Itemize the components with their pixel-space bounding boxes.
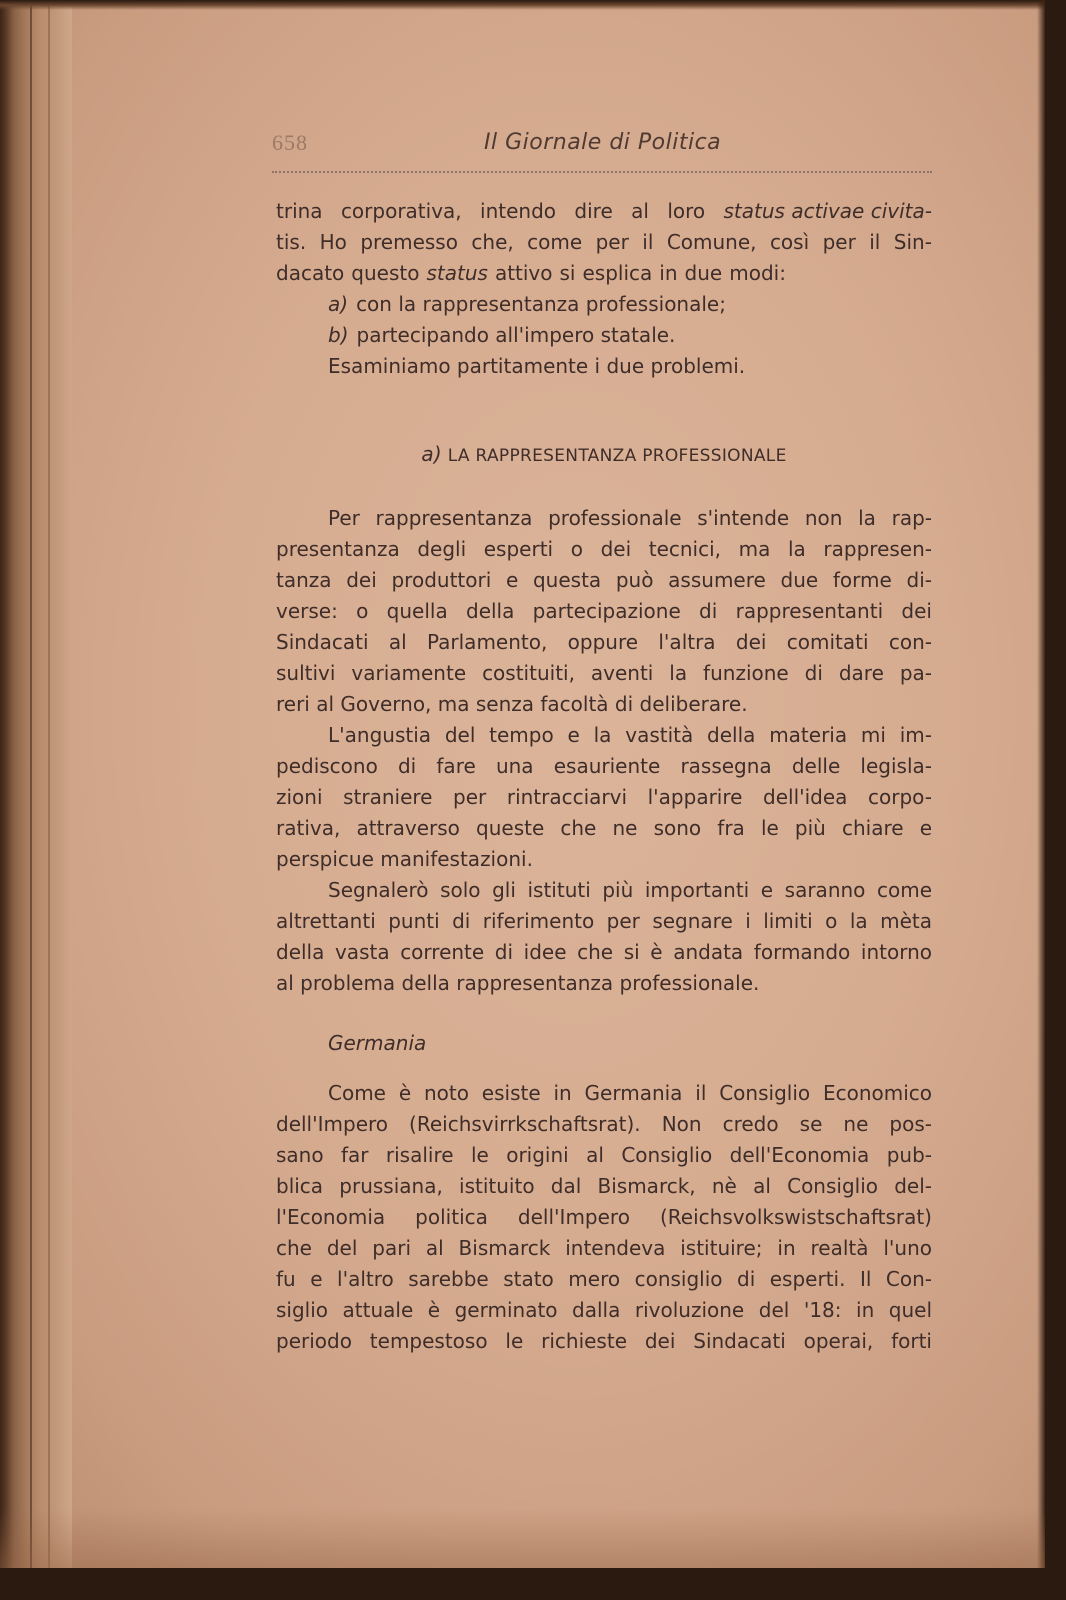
line-text: zioni straniere per rintracciarvi l'apparire dell'idea corpo- (276, 785, 932, 809)
line-text: l'Economia politica dell'Impero (Reichsvolkswistschaftsrat) (276, 1205, 932, 1229)
section-label: a) (421, 442, 443, 466)
text-line (276, 258, 932, 289)
text-line (276, 844, 932, 875)
section-body (276, 503, 932, 999)
word: così (769, 230, 810, 254)
text-line (276, 227, 932, 258)
list-item (276, 320, 932, 351)
line-text: sano far risalire le origini al Consiglio dell'Economia pub- (276, 1143, 932, 1167)
word: al (631, 199, 649, 223)
text-line (276, 1233, 932, 1264)
text-line (276, 1078, 932, 1109)
word: trina (276, 199, 323, 223)
word: dire (574, 199, 613, 223)
page-bottom-shade (0, 1508, 1045, 1568)
header-rule (272, 171, 932, 173)
list-text: partecipando all'impero statale. (356, 323, 676, 347)
line-text: perspicue manifestazioni. (276, 847, 533, 871)
text-line (276, 937, 932, 968)
section-title: LA RAPPRESENTANZA PROFESSIONALE (447, 446, 787, 466)
word: il (642, 230, 654, 254)
line-text: blica prussiana, istituito dal Bismarck, nè al Consiglio del- (276, 1174, 932, 1198)
text-line (276, 1264, 932, 1295)
page-number: 658 (272, 130, 308, 155)
line-text: tanza dei produttori e questa può assumere due forme di- (276, 568, 932, 592)
text-line (276, 906, 932, 937)
text-line (276, 720, 932, 751)
word: modi: (729, 261, 786, 285)
word: status activae civita- (723, 199, 932, 223)
line-text: Segnalerò solo gli istituti più importanti e saranno come (328, 878, 932, 902)
word: questo (351, 261, 420, 285)
text-line (276, 503, 932, 534)
word: in (659, 261, 678, 285)
line-text: Esaminiamo partitamente i due problemi. (328, 354, 746, 378)
line-text: siglio attuale è germinato dalla rivoluzione del '18: in quel (276, 1298, 932, 1322)
text-line (276, 565, 932, 596)
word: Sin- (893, 230, 932, 254)
running-title: Il Giornale di Politica (484, 130, 722, 155)
word: dacato (276, 261, 345, 285)
text-line (276, 751, 932, 782)
line-text: Come è noto esiste in Germania il Consiglio Economico (328, 1081, 932, 1105)
text-line (276, 782, 932, 813)
word: corporativa, (340, 199, 462, 223)
word: status (426, 261, 488, 285)
word: Ho (319, 230, 347, 254)
line-text: fu e l'altro sarebbe stato mero consiglio di esperti. Il Con- (276, 1267, 932, 1291)
text-line (276, 1171, 932, 1202)
list-item (276, 289, 932, 320)
word: Comune, (666, 230, 757, 254)
word: per (595, 230, 629, 254)
line-text: che del pari al Bismarck intendeva istituire; in realtà l'uno (276, 1236, 932, 1260)
text-line (276, 196, 932, 227)
word: esplica (582, 261, 653, 285)
line-text: sultivi variamente costituiti, aventi la funzione di dare pa- (276, 661, 932, 685)
line-text: Per rappresentanza professionale s'intende non la rap- (328, 506, 932, 530)
word: intendo (480, 199, 557, 223)
line-text: L'angustia del tempo e la vastità della materia mi im- (328, 723, 932, 747)
text-line (276, 534, 932, 565)
line-text: altrettanti punti di riferimento per segnare i limiti o la mèta (276, 909, 932, 933)
intro-paragraph (276, 196, 932, 382)
line-text: periodo tempestoso le richieste dei Sindacati operai, forti (276, 1329, 932, 1353)
text-line (276, 627, 932, 658)
text-line (276, 1202, 932, 1233)
text-line (276, 968, 932, 999)
page-top-edge (0, 0, 1045, 10)
list-text: con la rappresentanza professionale; (356, 292, 726, 316)
text-line (276, 1326, 932, 1357)
line-text: rativa, attraverso queste che ne sono fra le più chiare e (276, 816, 932, 840)
page-right-edge (1037, 0, 1045, 1568)
word: premesso (360, 230, 458, 254)
word: attivo (494, 261, 553, 285)
country-heading: Germania (328, 1031, 427, 1055)
line-text: dell'Impero (Reichsvirrkschaftsrat). Non credo se ne pos- (276, 1112, 932, 1136)
section-heading (276, 442, 932, 466)
word: come (527, 230, 583, 254)
line-text: al problema della rappresentanza professionale. (276, 971, 760, 995)
text-line (276, 875, 932, 906)
gutter-crease (48, 0, 50, 1568)
gutter-crease (30, 0, 32, 1568)
book-gutter (0, 0, 72, 1568)
word: il (869, 230, 881, 254)
text-line (276, 658, 932, 689)
word: per (822, 230, 856, 254)
list-marker: a) (328, 292, 349, 316)
text-line (276, 813, 932, 844)
word: tis. (276, 230, 307, 254)
line-text: Sindacati al Parlamento, oppure l'altra dei comitati con- (276, 630, 932, 654)
line-text: della vasta corrente di idee che si è andata formando intorno (276, 940, 932, 964)
word: loro (667, 199, 706, 223)
text-line (276, 1109, 932, 1140)
line-text: presentanza degli esperti o dei tecnici, ma la rappresen- (276, 537, 932, 561)
line-text: reri al Governo, ma senza facoltà di deliberare. (276, 692, 748, 716)
text-line (276, 1295, 932, 1326)
text-line (276, 1140, 932, 1171)
text-line (276, 351, 932, 382)
line-text: verse: o quella della partecipazione di rappresentanti dei (276, 599, 932, 623)
text-line (276, 689, 932, 720)
text-line (276, 596, 932, 627)
country-body (276, 1078, 932, 1357)
word: due (684, 261, 723, 285)
word: che, (471, 230, 514, 254)
line-text: pediscono di fare una esauriente rassegna delle legisla- (276, 754, 932, 778)
word: si (559, 261, 576, 285)
running-header (272, 126, 932, 166)
list-marker: b) (328, 323, 349, 347)
